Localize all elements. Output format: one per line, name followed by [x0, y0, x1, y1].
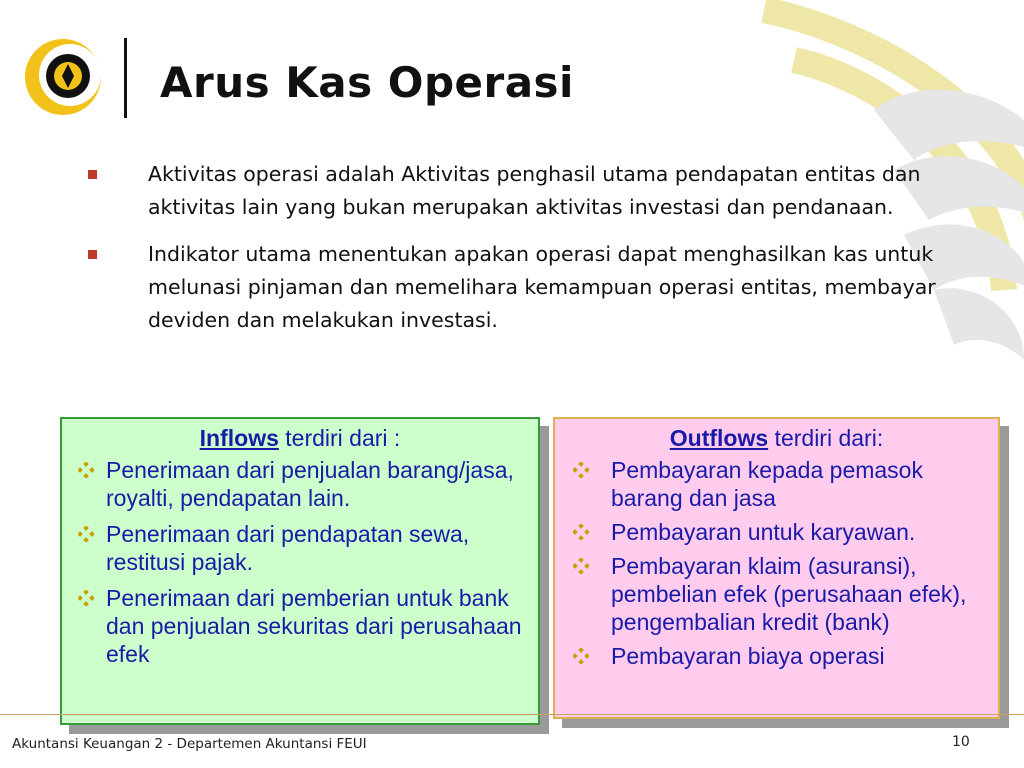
inflows-keyword: Inflows: [199, 425, 279, 451]
list-item: [76, 520, 532, 576]
outflows-list: [565, 456, 992, 670]
square-bullet-icon: [88, 170, 97, 179]
diamond-bullet-icon: [78, 590, 94, 606]
list-item: [565, 642, 992, 670]
outflows-heading: [555, 425, 998, 452]
inflow-item-text: Penerimaan dari pemberian untuk bank dan penjualan sekuritas dari perusahaan efek: [106, 585, 522, 667]
bullet-item: [88, 158, 968, 224]
list-item: [76, 584, 532, 668]
slide-title: Arus Kas Operasi: [160, 58, 574, 107]
footer-text: Akuntansi Keuangan 2 - Departemen Akuntansi FEUI: [12, 736, 367, 752]
title-divider: [124, 38, 127, 118]
outflows-heading-rest: terdiri dari:: [768, 425, 884, 451]
inflows-list: [76, 456, 532, 668]
diamond-bullet-icon: [78, 526, 94, 542]
bullet-text: Indikator utama menentukan apakan operasi dapat menghasilkan kas untuk melunasi pinjaman dan memelihara kemampuan operasi entitas, membayar deviden dan melakukan investasi.: [148, 242, 936, 332]
bullet-text: Aktivitas operasi adalah Aktivitas penghasil utama pendapatan entitas dan aktivitas lain yang bukan merupakan aktivitas investasi dan pendanaan.: [148, 162, 921, 219]
diamond-bullet-icon: [573, 558, 589, 574]
inflows-box: [60, 417, 540, 725]
inflows-heading: [62, 425, 538, 452]
footer-divider: [0, 714, 1024, 715]
diamond-bullet-icon: [573, 648, 589, 664]
outflow-item-text: Pembayaran biaya operasi: [611, 643, 885, 669]
university-logo-icon: [22, 36, 104, 118]
square-bullet-icon: [88, 250, 97, 259]
list-item: [76, 456, 532, 512]
bullet-item: [88, 238, 968, 337]
diamond-bullet-icon: [573, 462, 589, 478]
outflows-keyword: Outflows: [669, 425, 769, 451]
diamond-bullet-icon: [573, 524, 589, 540]
diamond-bullet-icon: [78, 462, 94, 478]
inflow-item-text: Penerimaan dari penjualan barang/jasa, royalti, pendapatan lain.: [106, 457, 514, 511]
outflow-item-text: Pembayaran klaim (asuransi), pembelian efek (perusahaan efek), pengembalian kredit (bank): [611, 553, 967, 635]
inflow-item-text: Penerimaan dari pendapatan sewa, restitusi pajak.: [106, 521, 470, 575]
outflows-box: [553, 417, 1000, 719]
bullet-list: [88, 158, 968, 351]
outflow-item-text: Pembayaran kepada pemasok barang dan jasa: [611, 457, 923, 511]
list-item: [565, 552, 992, 636]
page-number: 10: [952, 734, 970, 750]
outflow-item-text: Pembayaran untuk karyawan.: [611, 519, 916, 545]
list-item: [565, 518, 992, 546]
inflows-heading-rest: terdiri dari :: [278, 425, 401, 451]
list-item: [565, 456, 992, 512]
